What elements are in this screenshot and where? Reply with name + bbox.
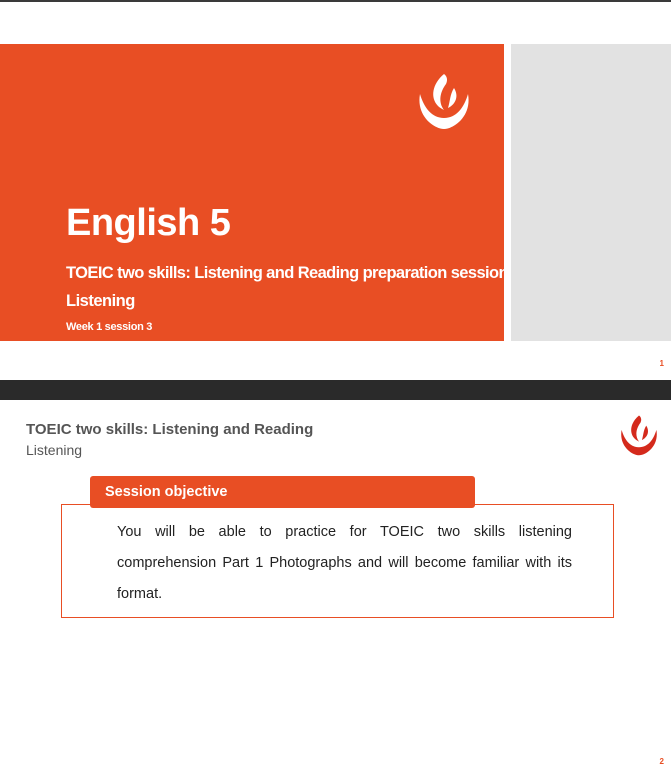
objective-text: You will be able to practice for TOEIC two skills listening comprehension Part 1 Photographs and will become familiar with its format. bbox=[117, 524, 572, 602]
page-number: 2 bbox=[659, 757, 664, 766]
objective-heading: Session objective bbox=[90, 476, 475, 508]
slide-1 bbox=[0, 2, 671, 380]
slide-subtitle: Listening bbox=[26, 442, 83, 458]
objective-box bbox=[61, 504, 614, 618]
slide-2 bbox=[0, 400, 671, 775]
section-label: Listening bbox=[66, 292, 135, 310]
side-panel bbox=[511, 44, 671, 341]
presentation-title: English 5 bbox=[66, 202, 231, 244]
page-number: 1 bbox=[659, 359, 664, 368]
slide-title: TOEIC two skills: Listening and Reading bbox=[26, 421, 314, 438]
slide-divider bbox=[0, 380, 671, 400]
upc-flame-logo-icon bbox=[414, 72, 474, 130]
upc-flame-logo-icon bbox=[617, 414, 661, 456]
title-banner bbox=[0, 44, 508, 341]
presentation-subtitle: TOEIC two skills: Listening and Reading preparation session bbox=[66, 264, 508, 282]
week-label: Week 1 session 3 bbox=[66, 321, 153, 333]
